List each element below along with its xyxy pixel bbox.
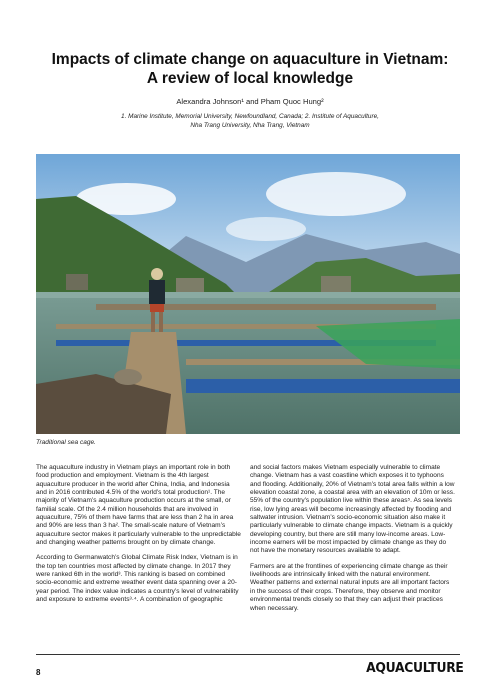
sea-cage-illustration [36, 154, 460, 434]
body-column-right [250, 464, 455, 620]
article-title [20, 50, 480, 88]
affiliation-line1: 1. Marine Institute, Memorial University, Newfoundland, Canada; 2. Institute of Aquaculture, [121, 113, 379, 120]
floating-house [66, 274, 88, 290]
buoy-row [186, 379, 460, 393]
paragraph: The aquaculture industry in Vietnam plays an important role in both food production and employment. Vietnam is the 4th largest aquaculture producer in the world after China, India, and Indonesia and in 2016 contributed 4.5% of the world’s total production¹. The majority of Vietnam’s aquaculture production occurs at the small, or familial scale. Of the 2.4 million households that are involved in aquaculture, 75% of them have farms that are less than 2 ha in area and 90% are less than 3 ha². The small-scale nature of Vietnam’s aquaculture sector makes it particularly vulnerable to the unpredictable and changing weather patterns brought on by climate change. [36, 464, 241, 547]
article-authors: Alexandra Johnson¹ and Pham Quoc Hung² [176, 97, 324, 106]
farmer-leg [151, 312, 155, 332]
footer-rule [36, 654, 460, 655]
farmer-shorts [150, 304, 164, 312]
cloud [226, 217, 306, 241]
page-number: 8 [36, 668, 41, 677]
article-affiliations [60, 113, 440, 130]
farmer-body [149, 280, 165, 304]
farmer-hat [151, 268, 163, 280]
paragraph: Farmers are at the frontlines of experiencing climate change as their livelihoods are intrinsically linked with the natural environment. Weather patterns and external natural inputs are all important factors in the success of their crops. Therefore, they observe and monitor environmental trends closely so that they can adjust their practices when necessary. [250, 562, 450, 612]
sea-cage-photo [36, 154, 460, 434]
cloud [266, 172, 406, 216]
article-title-line1: Impacts of climate change on aquaculture in Vietnam: [51, 51, 449, 68]
body-column-left [36, 464, 241, 612]
farmer-leg [159, 312, 163, 332]
paragraph: According to Germanwatch’s Global Climate Risk Index, Vietnam is in the top ten countries most affected by climate change. In 2017 they were ranked 6th in the world³. This ranking is based on combined socio-economic and extreme weather event data spanning over a 20-year period. The index value indicates a country’s level of vulnerability and exposure to extreme events³·⁴. A combination of geographic [36, 554, 239, 604]
affiliation-line2: Nha Trang University, Nha Trang, Vietnam [190, 121, 310, 129]
floating-house [321, 276, 351, 292]
walkway [96, 304, 436, 310]
paragraph: and social factors makes Vietnam especially vulnerable to climate change. Vietnam has a vast coastline which exposes it to typhoons and flooding. Additionally, 20% of Vietnam’s total area falls within a low elevation coastal zone, a coastal area with an elevation of 10m or less. 55% of the country’s population live within these areas⁵. As sea levels rise, low lying areas will become increasingly affected by flooding and saltwater intrusion. Vietnam’s socio-economic situation also make it particularly vulnerable to climate change impacts. Vietnam is a quickly developing country, but there are still many low-income areas. Low-income earners will be most impacted by climate change as they do not have the monetary resources available to adapt. [250, 464, 455, 555]
figure-caption: Traditional sea cage. [36, 439, 96, 446]
horizon-band [36, 292, 460, 298]
net-buoy [114, 369, 142, 385]
article-title-line2: A review of local knowledge [146, 70, 354, 87]
floating-house [176, 278, 204, 292]
magazine-logo: AQUACULTURE [366, 661, 464, 676]
